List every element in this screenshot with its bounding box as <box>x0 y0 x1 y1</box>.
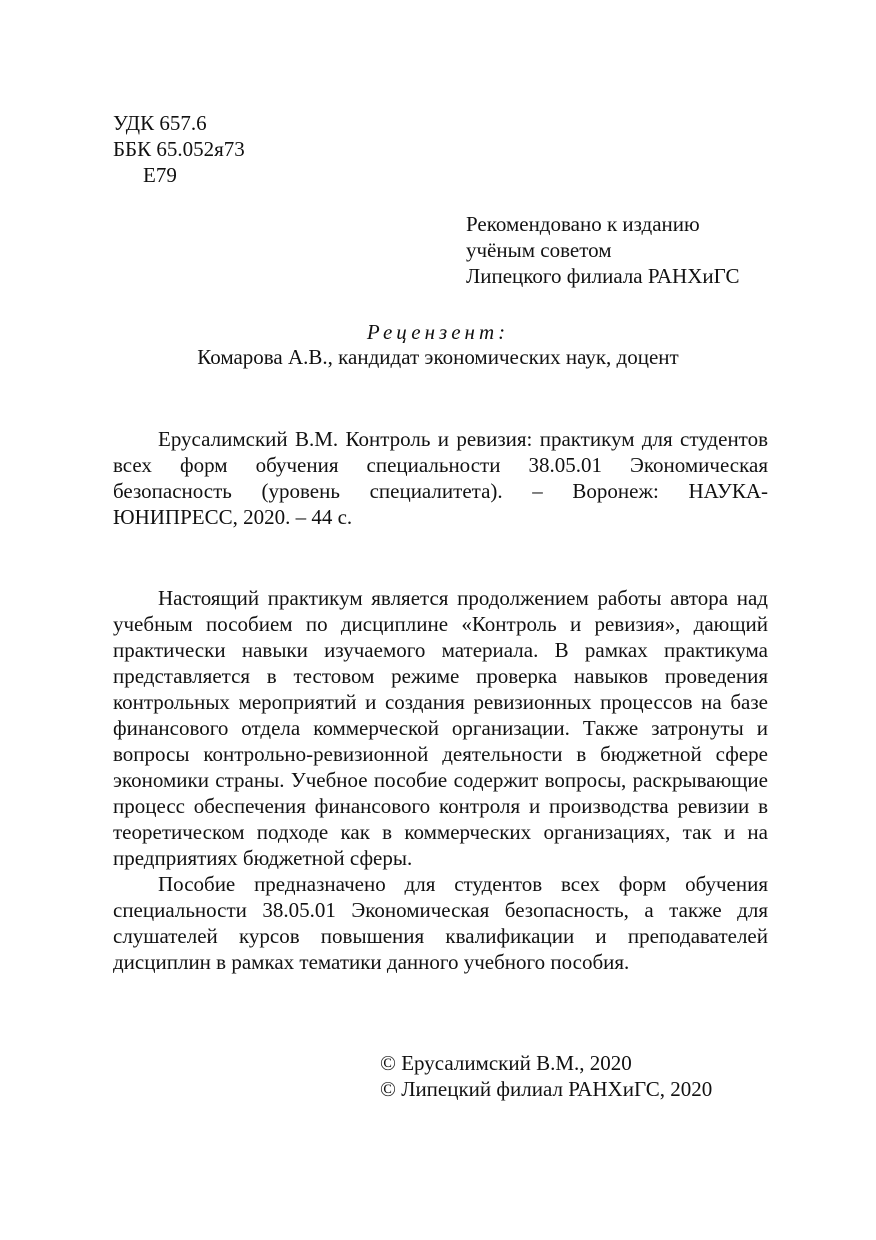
reviewer-name: Комарова А.В., кандидат экономических наук, доцент <box>197 345 679 369</box>
recommendation-line-1: Рекомендовано к изданию <box>466 212 700 236</box>
citation-text: Ерусалимский В.М. Контроль и ревизия: практикум для студентов всех форм обучения специальности 38.05.01 Экономическая безопасность (уровень специалитета). – Воронеж: НАУКА-ЮНИПРЕСС, 2020. – 44 с. <box>113 427 768 529</box>
abstract <box>113 585 768 975</box>
abstract-paragraph-1: Настоящий практикум является продолжением работы автора над учебным пособием по дисциплине «Контроль и ревизия», дающий практически навыки изучаемого материала. В рамках практикума представляется в тестовом режиме проверка навыков проведения контрольных мероприятий и создания ревизионных процессов на базе финансового отдела коммерческой организации. Также затронуты и вопросы контрольно-ревизионной деятельности в бюджетной сфере экономики страны. Учебное пособие содержит вопросы, раскрывающие процесс обеспечения финансового контроля и производства ревизии в теоретическом подходе как в коммерческих организациях, так и на предприятиях бюджетной сферы. <box>113 586 768 870</box>
copyright-institution: © Липецкий филиал РАНХиГС, 2020 <box>380 1077 713 1101</box>
recommendation-line-3: Липецкого филиала РАНХиГС <box>466 264 740 288</box>
copyright-author: © Ерусалимский В.М., 2020 <box>380 1051 632 1075</box>
abstract-paragraph-2: Пособие предназначено для студентов всех форм обучения специальности 38.05.01 Экономическая безопасность, а также для слушателей курсов повышения квалификации и преподавателей дисциплин в рамках тематики данного учебного пособия. <box>113 872 768 974</box>
recommendation-line-2: учёным советом <box>466 238 612 262</box>
bibliographic-citation <box>113 426 768 530</box>
reviewer-heading: Рецензент: <box>366 320 510 344</box>
classification-block <box>113 110 245 188</box>
bbk-code: ББК 65.052я73 <box>113 137 245 161</box>
udk-code: УДК 657.6 <box>113 111 207 135</box>
author-mark: Е79 <box>143 163 177 187</box>
publication-recommendation <box>466 211 739 289</box>
copyright-block <box>380 1050 712 1102</box>
